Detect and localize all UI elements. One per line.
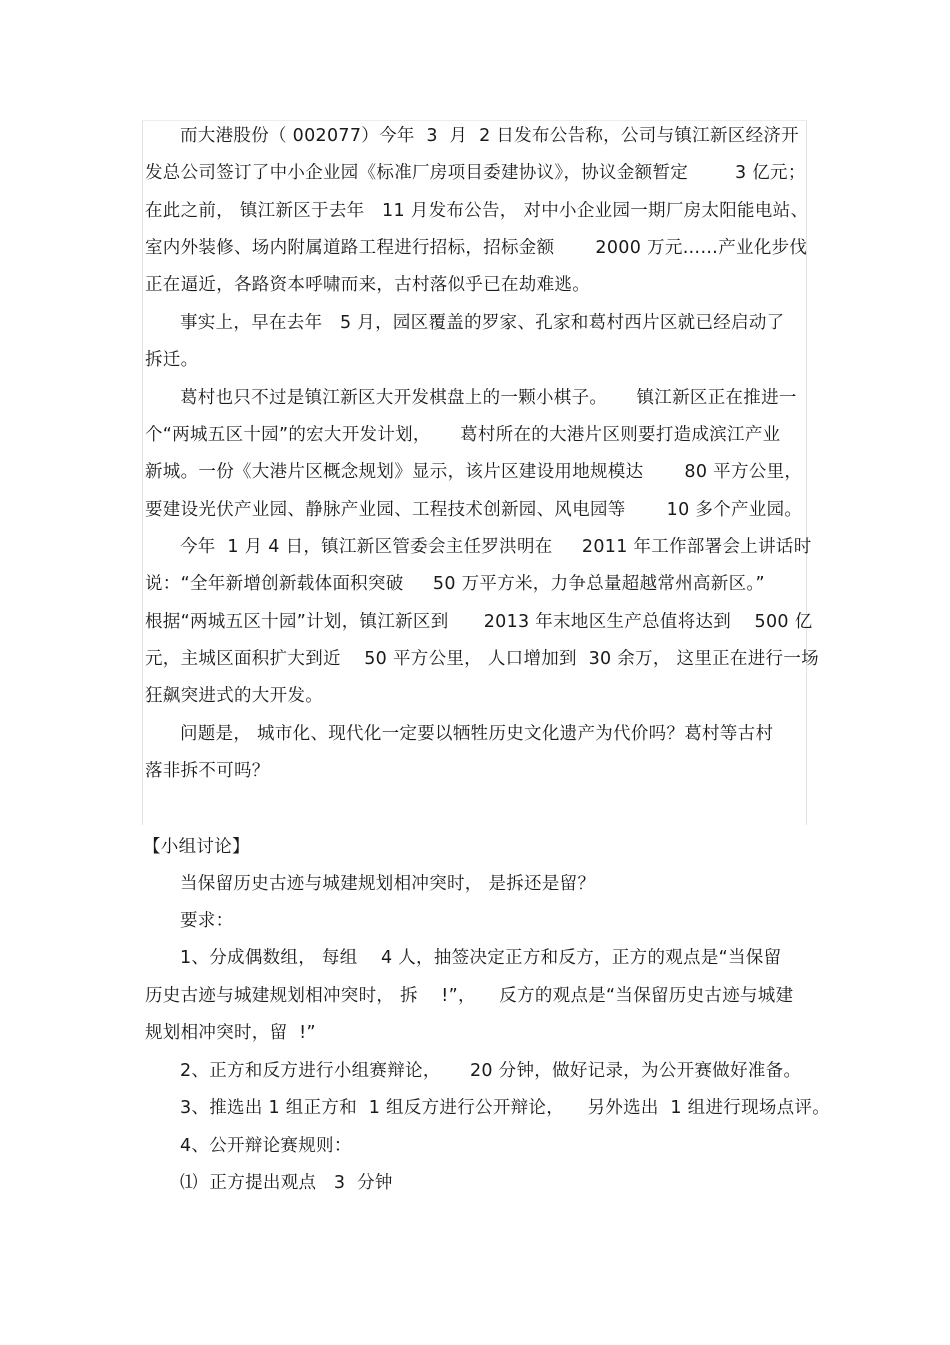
quote-line: 问题是， 城市化、现代化一定要以牺牲历史文化遗产为代价吗？葛村等古村 bbox=[180, 724, 774, 744]
quote-line: 元，主城区面积扩大到近 50 平方公里， 人口增加到 30 余万， 这里正在进行一场 bbox=[145, 649, 819, 669]
quote-line: 而大港股份（ 002077）今年 3 月 2 日发布公告称，公司与镇江新区经济开 bbox=[180, 126, 799, 146]
quote-line: 个“两城五区十园”的宏大开发计划， 葛村所在的大港片区则要打造成滨江产业 bbox=[145, 425, 781, 445]
quote-line: 说：“全年新增创新载体面积突破 50 万平方米，力争总量超越常州高新区。” bbox=[145, 574, 765, 594]
discussion-question: 当保留历史古迹与城建规划相冲突时， 是拆还是留？ bbox=[180, 874, 596, 894]
quote-line: 落非拆不可吗？ bbox=[145, 761, 270, 781]
requirement-line: ⑴ 正方提出观点 3 分钟 bbox=[180, 1173, 393, 1193]
requirement-line: 1、分成偶数组， 每组 4 人，抽签决定正方和反方，正方的观点是“当保留 bbox=[180, 948, 782, 968]
quote-line: 发总公司签订了中小企业园《标准厂房项目委建协议》，协议金额暂定 3 亿元； bbox=[145, 163, 806, 183]
quote-line: 正在逼近，各路资本呼啸而来，古村落似乎已在劫难逃。 bbox=[145, 275, 590, 295]
quote-line: 狂飙突进式的大开发。 bbox=[145, 686, 323, 706]
quote-line: 室内外装修、场内附属道路工程进行招标，招标金额 2000 万元……产业化步伐 bbox=[145, 238, 808, 258]
requirement-line: 2、正方和反方进行小组赛辩论， 20 分钟，做好记录，为公开赛做好准备。 bbox=[180, 1061, 802, 1081]
requirement-line: 3、推选出 1 组正方和 1 组反方进行公开辩论， 另外选出 1 组进行现场点评。 bbox=[180, 1098, 831, 1118]
requirements-label: 要求： bbox=[180, 911, 234, 931]
discussion-heading: 【小组讨论】 bbox=[143, 837, 250, 857]
requirement-line: 历史古迹与城建规划相冲突时， 拆 !”， 反方的观点是“当保留历史古迹与城建 bbox=[145, 986, 794, 1006]
requirement-line: 4、公开辩论赛规则： bbox=[180, 1136, 352, 1156]
quote-line: 拆迁。 bbox=[145, 350, 199, 370]
quote-line: 要建设光伏产业园、静脉产业园、工程技术创新园、风电园等 10 多个产业园。 bbox=[145, 500, 803, 520]
requirement-line: 规划相冲突时，留 !” bbox=[145, 1023, 316, 1043]
quote-line: 葛村也只不过是镇江新区大开发棋盘上的一颗小棋子。 镇江新区正在推进一 bbox=[180, 388, 797, 408]
quote-line: 事实上，早在去年 5 月，园区覆盖的罗家、孔家和葛村西片区就已经启动了 bbox=[180, 313, 785, 333]
quote-line: 在此之前， 镇江新区于去年 11 月发布公告， 对中小企业园一期厂房太阳能电站、 bbox=[145, 201, 809, 221]
quote-line: 根据“两城五区十园”计划，镇江新区到 2013 年末地区生产总值将达到 500 亿 bbox=[145, 612, 813, 632]
quote-line: 新城。一份《大港片区概念规划》显示，该片区建设用地规模达 80 平方公里， bbox=[145, 462, 803, 482]
quote-line: 今年 1 月 4 日，镇江新区管委会主任罗洪明在 2011 年工作部署会上讲话时 bbox=[180, 537, 812, 557]
